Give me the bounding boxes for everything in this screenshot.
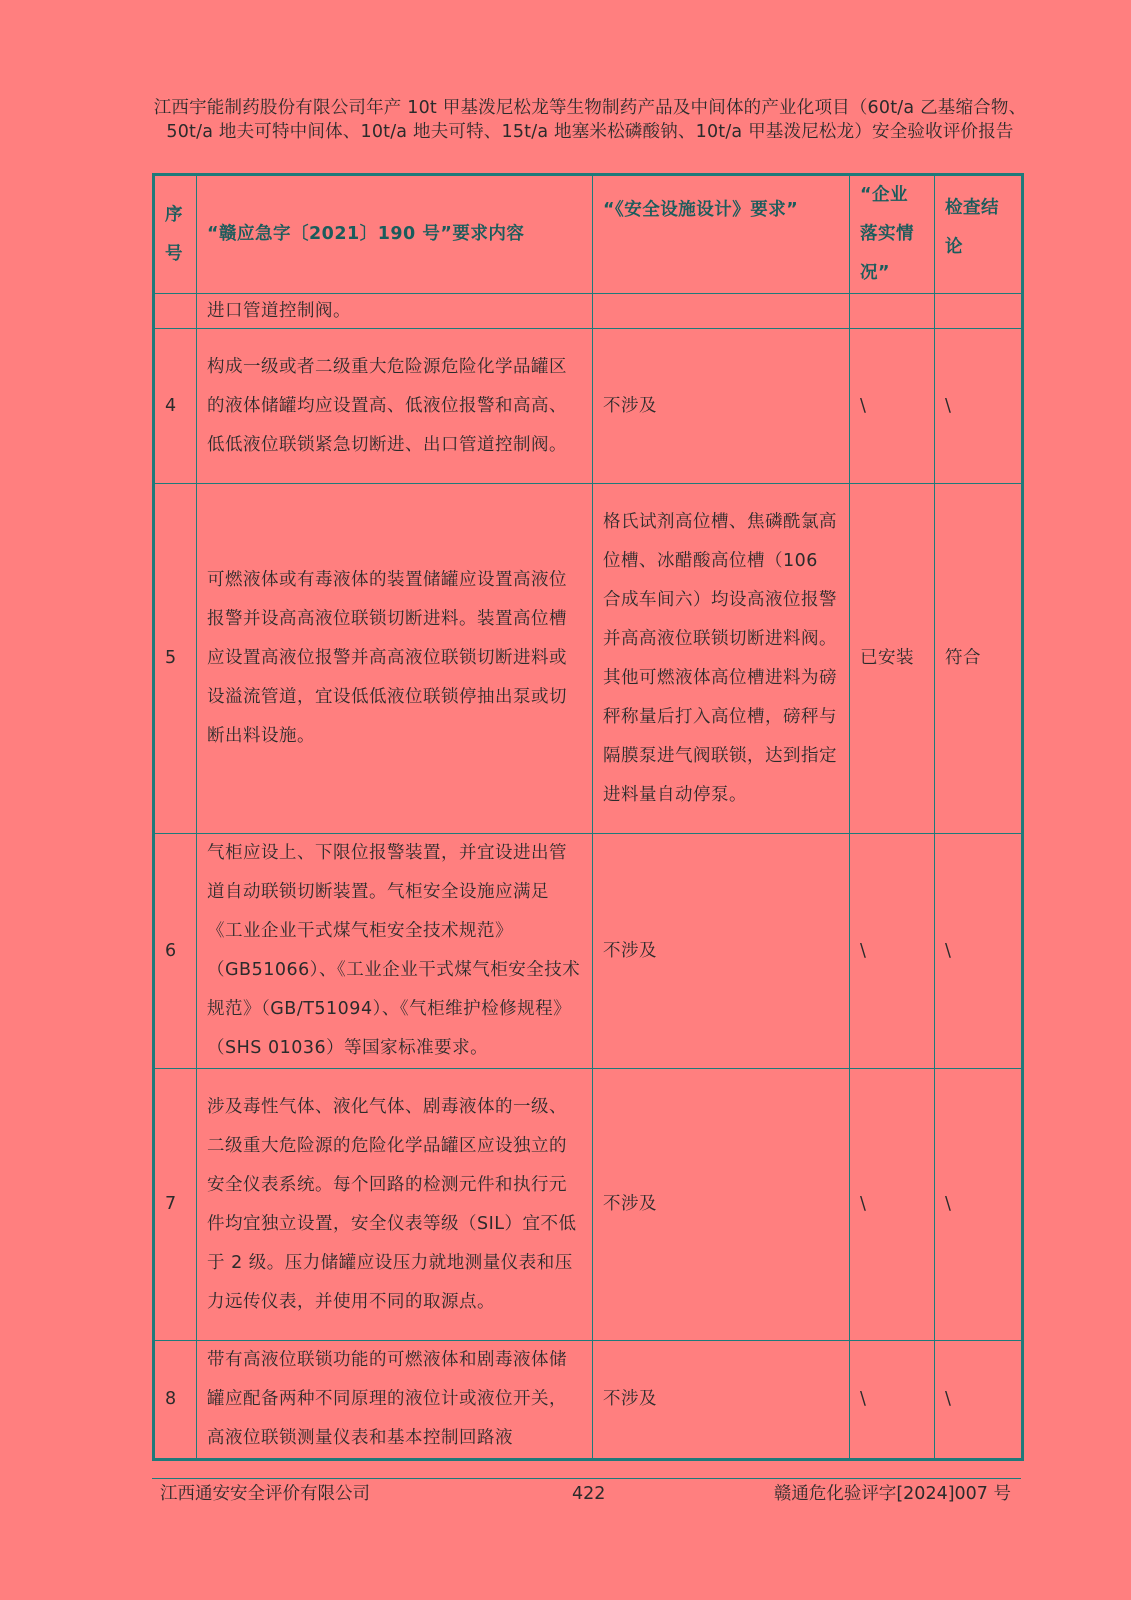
- row-design: 不涉及: [593, 1069, 850, 1341]
- row-requirement: 气柜应设上、下限位报警装置，并宜设进出管道自动联锁切断装置。气柜安全设施应满足《工业企业干式煤气柜安全技术规范》（GB51066）、《工业企业干式煤气柜安全技术规范》（GB/T51094）、《气柜维护检修规程》（SHS 01036）等国家标准要求。: [197, 834, 593, 1069]
- row-design: [593, 294, 850, 329]
- row-conclusion: \: [935, 1069, 1023, 1341]
- table-row: [154, 294, 1023, 329]
- row-requirement: 可燃液体或有毒液体的装置储罐应设置高液位报警并设高高液位联锁切断进料。装置高位槽应设置高液位报警并高高液位联锁切断进料或设溢流管道，宜设低低液位联锁停抽出泵或切断出料设施。: [197, 484, 593, 834]
- row-design: 不涉及: [593, 329, 850, 484]
- row-status: 已安装: [850, 484, 935, 834]
- footer-company: 江西通安安全评价有限公司: [160, 1484, 370, 1504]
- header-status: “企业落实情况”: [850, 175, 935, 294]
- row-requirement: 带有高液位联锁功能的可燃液体和剧毒液体储罐应配备两种不同原理的液位计或液位开关，高液位联锁测量仪表和基本控制回路液: [197, 1341, 593, 1460]
- header-conclusion: 检查结论: [935, 175, 1023, 294]
- row-status: [850, 294, 935, 329]
- table-row: [154, 1069, 1023, 1341]
- row-seq: [154, 294, 197, 329]
- row-status: \: [850, 329, 935, 484]
- header-requirement: “赣应急字〔2021〕190 号”要求内容: [197, 175, 593, 294]
- row-design: 不涉及: [593, 1341, 850, 1460]
- row-status: \: [850, 834, 935, 1069]
- row-seq: 5: [154, 484, 197, 834]
- acceptance-check-table: [152, 173, 1024, 1461]
- footer-page-number: 422: [572, 1484, 606, 1504]
- row-seq: 8: [154, 1341, 197, 1460]
- row-requirement: 涉及毒性气体、液化气体、剧毒液体的一级、二级重大危险源的危险化学品罐区应设独立的安全仪表系统。每个回路的检测元件和执行元件均宜独立设置，安全仪表等级（SIL）宜不低于 2 级。压力储罐应设压力就地测量仪表和压力远传仪表，并使用不同的取源点。: [197, 1069, 593, 1341]
- row-conclusion: \: [935, 1341, 1023, 1460]
- row-conclusion: \: [935, 329, 1023, 484]
- table-header-row: [154, 175, 1023, 294]
- table-row: [154, 1341, 1023, 1460]
- row-design: 格氏试剂高位槽、焦磷酰氯高位槽、冰醋酸高位槽（106 合成车间六）均设高液位报警并高高液位联锁切断进料阀。其他可燃液体高位槽进料为磅秤称量后打入高位槽，磅秤与隔膜泵进气阀联锁，达到指定进料量自动停泵。: [593, 484, 850, 834]
- table-row: [154, 329, 1023, 484]
- report-title: 江西宇能制药股份有限公司年产 10t 甲基泼尼松龙等生物制药产品及中间体的产业化项目（60t/a 乙基缩合物、50t/a 地夫可特中间体、10t/a 地夫可特、15t/a 地塞米松磷酸钠、10t/a 甲基泼尼松龙）安全验收评价报告: [153, 98, 1027, 142]
- row-status: \: [850, 1341, 935, 1460]
- footer-document-number: 赣通危化验评字[2024]007 号: [773, 1484, 1011, 1504]
- row-conclusion: [935, 294, 1023, 329]
- row-requirement: 构成一级或者二级重大危险源危险化学品罐区的液体储罐均应设置高、低液位报警和高高、低低液位联锁紧急切断进、出口管道控制阀。: [197, 329, 593, 484]
- row-design: 不涉及: [593, 834, 850, 1069]
- row-status: \: [850, 1069, 935, 1341]
- table-row: [154, 834, 1023, 1069]
- header-seq: 序号: [154, 175, 197, 294]
- row-conclusion: 符合: [935, 484, 1023, 834]
- table-row: [154, 484, 1023, 834]
- header-design: “《安全设施设计》要求”: [593, 175, 850, 294]
- row-seq: 6: [154, 834, 197, 1069]
- row-seq: 7: [154, 1069, 197, 1341]
- row-conclusion: \: [935, 834, 1023, 1069]
- row-seq: 4: [154, 329, 197, 484]
- page-footer: [152, 1478, 1021, 1509]
- row-requirement: 进口管道控制阀。: [197, 294, 593, 329]
